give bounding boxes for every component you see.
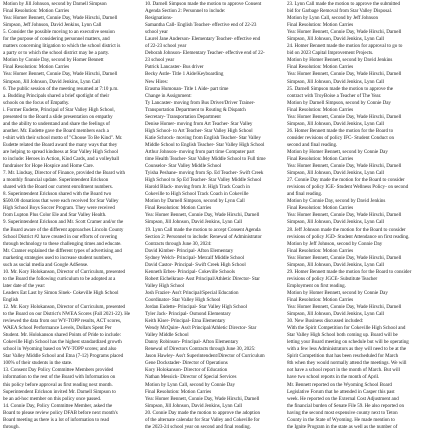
text-line: revisions of policy JGCE- Substitute Teacher (287, 275, 378, 282)
text-line: Nathan Messick- Director of Special Services (145, 374, 237, 381)
text-line: Secretary- Transportation Department (145, 113, 221, 120)
text-line: revisions of policy IGE- Student Wellness Policy- on second (287, 184, 409, 191)
text-line: the Ignite Program in the state as well as the number of (287, 423, 398, 430)
text-line: 10. Mr. Kory Holokanson, Director of Curriculum, presented (3, 268, 126, 275)
text-line: Simpson, Jill Johnson, David Jenkins, Lynn Call (3, 78, 101, 85)
text-line: a party or to which the school district may be a party. (3, 50, 110, 57)
text-line: Denise Homer- moving from Art Teacher- Star Valley (145, 120, 253, 127)
text-line: revisions of policy JGD- Student Attendance on first reading. (287, 233, 410, 240)
text-line: Cokeville High School has the highest standardized growth (3, 339, 122, 346)
text-line: $500.00 donations that were each received for Star Valley (3, 198, 119, 205)
text-line: Gene Dockstader- Director of Operations (145, 360, 228, 367)
text-line: Mr. Bennett reported on the Wyoming School Board (287, 381, 392, 388)
text-line: not have a school report in the month of March. But will (287, 367, 400, 374)
text-line: Yea: Homer Bennett, Connie Day, Wade Hirschi, Darnell (287, 113, 402, 120)
text-line: Simpson, Jeff Johnson, David Jenkins, Lynn Call (3, 22, 102, 29)
text-column-3 (287, 1, 425, 430)
text-line: Yea: Homer Bennett, Connie Day, Wade Hirschi, Darnell (287, 304, 402, 311)
text-line: Kory Holokanson- Director of Education (145, 367, 228, 374)
text-line: Deborah Johnson- Elementary Teacher- effective end of 22- (145, 50, 265, 57)
text-line: the financial burden of Senate File 59. He also reported on (287, 402, 404, 409)
text-line: Student. Mr. Holokanson shared Points of Pride to include: (3, 332, 121, 339)
text-line: through. (3, 423, 20, 430)
text-line: Simpson, Jill Johnson, David Jenkins, Lynn Call (287, 261, 385, 268)
text-line: Jordan Eudette- Principal- Star Valley High School (145, 304, 248, 311)
text-line: through technology to these challenging times and educate. (3, 240, 122, 247)
text-line: matters concerning litigation to which the school district is (3, 43, 121, 50)
text-line: time Health Teacher- Star Valley Middle School to Full time (145, 156, 266, 163)
text-line: Tyler Jack- Principal- Osmond Elementary (145, 311, 231, 318)
text-line: for the purpose of considering personnel matters, and (3, 36, 110, 43)
text-line: Becky Astle- Title 1 Aide/Keyboarding (145, 71, 224, 78)
text-line: High School Boys Soccer Program. They were received (3, 205, 115, 212)
text-line: Simpson, Jill Johnson, David Jenkins, Lynn Call (145, 402, 243, 409)
text-line: 13. Consent Day Policy Committee Members provided (3, 367, 114, 374)
text-line: school year (145, 29, 168, 36)
text-line: Motion by Darnell Simpson, second by Connie Day (287, 99, 391, 106)
text-line: Employment on first reading. (287, 282, 346, 289)
text-line: 14. Connie Day, Policy Committee Member, asked the (3, 402, 113, 409)
text-line: Motion by Homer Bennett, second by Connie Day (287, 148, 388, 155)
text-line: 28. Jeff Johnson made the motion for the Board to consider (287, 226, 406, 233)
text-line: Final Resolution: Motion Carries (287, 22, 354, 29)
text-line: school in Wyoming based on WY-TOPP scores; and also (3, 346, 117, 353)
text-line: Kenneth Erbes- Principal- Cokeville Schools (145, 268, 235, 275)
text-line: Contracts through June 30, 2024: (145, 240, 212, 247)
text-line: Valley High School (145, 282, 185, 289)
text-line: 7. Mr. Lindsay, Director of Finance, provided the Board with (3, 170, 125, 177)
text-line: Yea: Homer Bennett, Connie Day, Wade Hirschi, Darnell (3, 15, 118, 22)
text-line: Laurel Jane Anderson- Elementary Teacher- effective end (145, 36, 261, 43)
text-line: with a few less Administrators as they will need to be at the (287, 346, 407, 353)
text-line: 25. Darnell Simpson made the motion to approve the (287, 85, 393, 92)
text-line: be an ad-hoc member on this policy once passed. (3, 395, 102, 402)
text-line: Arthur Johnson- moving from part time Computer part (145, 148, 255, 155)
text-line: Counselor- Star Valley Middle School (145, 163, 222, 170)
text-line: Simpson, Jill Johnson, David Jenkins, Lynn Call (287, 36, 385, 43)
text-line: Agenda Section 2: Personnel to include: (145, 8, 226, 15)
text-line: 6. The public session of the meeting resumed at 7:10 p.m. (3, 85, 119, 92)
text-line: Valley Middle School (145, 332, 189, 339)
text-line: Ty Lancaster- moving from Bus Driver/Driver Trainer- (145, 99, 255, 106)
text-line: of 22-23 school year (145, 43, 187, 50)
text-line: Motion by Jill Johnson, second by Darnell Simpson (3, 1, 107, 7)
text-line: Motion by Lynn Call, second by Jeff Johnson (287, 15, 379, 22)
text-line: Motion by Connie Day, second by Homer Bennett (3, 57, 104, 64)
text-line: 10. Darnell Simpson made the motion to approve Consent (145, 1, 262, 7)
text-line: Yea: Homer Bennett, Connie Day, Wade Hirschi, Darnell (287, 29, 402, 36)
text-line: information to the rest of the Board with Information on (3, 374, 116, 381)
text-line: 8th when they would normally attend the meetings. We will (287, 360, 407, 367)
text-line: Jason Hawley- Ass't Superintendent/Director of Curriculum (145, 353, 265, 360)
text-line: such as social media and Google AdSense. (3, 261, 89, 268)
text-line: presented to the Board a slide presentation on empathy (3, 113, 113, 120)
text-line: Coordinator- Star Valley High School (145, 296, 221, 303)
text-line: 23. Lynn Call made the motion to approve the submitted (287, 1, 401, 7)
text-line: a. Budding Principals shared a brief spotlight of their (3, 92, 110, 99)
text-line: Wendy McQuire- Ass't Principal/Athletic Director- Star (145, 325, 257, 332)
text-column-1 (3, 1, 141, 430)
text-line: Eudette related the Board award the many ways that they (3, 141, 118, 148)
text-line: Middle School to English Teacher- Star Valley High School (145, 141, 265, 148)
text-line: this policy before approval as first reading next month. (3, 381, 113, 388)
text-line: later date of the year: (3, 282, 46, 289)
text-line: Keith Kiser- Principal- Etna Elementary (145, 318, 226, 325)
text-line: Yea: Homer Bennett, Connie Day, Wade Hirschi, Darnell (3, 71, 118, 78)
text-line: Motion by Lynn Call, second by Connie Day (145, 381, 236, 388)
text-line: English (3, 296, 19, 303)
text-line: Yea: Homer Bennett, Connie Day, Wade Hirschi, Darnell (287, 212, 402, 219)
text-line: Superintendent Erickson invited Mr. Darnell Simpson to (3, 388, 116, 395)
text-line: contract with TroyBoise a Teacher of The Year. (287, 92, 382, 99)
text-line: week. He reported on the External Cost Adjustment and (287, 395, 399, 402)
text-line: Motion by Homer Bennett, second by Connie Day (287, 289, 388, 296)
text-line: bid on 2023 Capital Improvement Projects. (287, 50, 374, 57)
text-line: Final Resolution: Motion Carries (287, 156, 354, 163)
text-line: Final Resolution: Motion Carries (3, 8, 70, 15)
text-line: marketing strategies used to increase student numbers, (3, 254, 112, 261)
text-line: County in the State of Wyoming. He made mention to (287, 416, 395, 423)
text-line: 12. Mr. Kory Holokanson, Director of Curriculum, presented (3, 304, 126, 311)
text-line: Motion by Darnell Simpson, second by Lynn Call (145, 198, 245, 205)
text-column-2 (145, 1, 283, 430)
text-line: Simpson, Jill Johnson, David Jenkins, Lynn Call (287, 78, 385, 85)
text-line: Final Resolution: Motion Carries (287, 247, 354, 254)
text-line: With the Spirit Competition for Cokeville High School and (287, 325, 406, 332)
text-line: the 2023-24 school year on second and final reading. (145, 423, 251, 430)
text-line: to the Board on our District's NWEA Scores (Fall 2021-22). He (3, 311, 131, 318)
text-line: to the Board the following curriculum to be adopted at a (3, 275, 116, 282)
text-line: t-shirt with their school motto of "Choose To Be Kind". Mr. (3, 134, 123, 141)
text-line: New Hires: (145, 78, 168, 85)
text-line: of the alternate calendar for Star Valley and Cokeville for (145, 416, 260, 423)
text-line: Final Resolution: Motion Carries (287, 205, 354, 212)
text-line: 30. New Business discussed included: (287, 318, 364, 325)
text-line: Star Valley Middle School and Etna (7-12) Programs placed (3, 353, 124, 360)
text-line: 9. Superintendent Erickson and Mr. Scott Cramer and/or the (3, 219, 124, 226)
text-line: Final Resolution: Motion Carries (287, 296, 354, 303)
text-line: shared with the Board our current enrollment numbers. (3, 184, 113, 191)
text-line: Yea: Homer Bennett, Connie Day, Wade Hirschi, Darnell (287, 71, 402, 78)
text-line: 8. Superintendent Erickson shared with the Board two (3, 191, 112, 198)
text-line: Simpson, Jill Johnson, David Jenkins, Lynn Call (287, 311, 385, 318)
text-line: Yea: Homer Bennett, Connie Day, Wade Hirschi, Darnell (287, 163, 402, 170)
text-line: Simpson, Jill Johnson, David Jenkins, Lynn Call (145, 219, 243, 226)
text-line: bid for Garbage Removal from Star Valley Disposal. (287, 8, 393, 15)
text-line: Board meeting as there is a lot of information to read (3, 416, 109, 423)
text-line: Change in Assignment: (145, 92, 192, 99)
text-line: Josh Frazier- Ass't Principal/Special Education (145, 289, 239, 296)
text-line: High School- to Art Teacher- Star Valley High School (145, 127, 253, 134)
text-line: David Kimber- Principal- Afton Elementary (145, 247, 234, 254)
text-line: i. Former Eudette, Principal of Star Valley High School, (3, 106, 115, 113)
text-line: 20. Connie Day made the motion to approve the adoption (145, 409, 260, 416)
text-line: the Board aware of the different approaches Lincoln County (3, 226, 124, 233)
text-line: 5. Consider the possible moving to an executive session (3, 29, 115, 36)
text-line: Simpson, Jill Johnson, David Jenkins, Lynn Call (287, 170, 385, 177)
text-line: Simpson, Jill Johnson, David Jenkins, Lynn Call (287, 120, 385, 127)
text-line: letting your Board meeting on schedule but will be operating (287, 339, 409, 346)
text-line: have two school reports in the month of April. (287, 374, 380, 381)
text-line: having the second most expensive county next to Teton (287, 409, 398, 416)
text-line: Legislative Forum that he attended in Casper this past (287, 388, 395, 395)
text-line: WAEA School Performance Levels, Dollars Spent Per (3, 325, 112, 332)
text-line: Transportation Department to Routing & Dispatch (145, 106, 246, 113)
text-line: Erasma Humonan- Title 1 Aide- part time (145, 85, 229, 92)
text-line: are helping to spread kindness at Star Valley High School (3, 148, 118, 155)
text-line: Final Resolution: Motion Carries (287, 64, 354, 71)
text-line: consider revisions of policy IFC- Student Conduct on (287, 134, 395, 141)
text-line: 23 school year (145, 57, 175, 64)
text-line: schools on the focus of Empathy. (3, 99, 70, 106)
text-line: reviewed the data from our WY-TOPP results, ACT scores, (3, 318, 122, 325)
text-line: Star Valley High School both coming up. Board will be (287, 332, 398, 339)
text-line: Danny Robinson- Principal- Afton Elementary (145, 339, 239, 346)
text-line: Yea: Homer Bennett, Connie Day, Wade Hirschi, Darnell (287, 254, 402, 261)
text-line: Motion by Jeff Johnson, second by Connie Day (287, 240, 383, 247)
text-line: Leaders Eat Last by Simon Sinek- Cokeville High School (3, 289, 119, 296)
text-line: David Castor- Principal- Swift Creek High School (145, 261, 246, 268)
text-line: Katie Schrock- moving from English Teacher- Star Valley (145, 134, 261, 141)
text-line: and final reading. (287, 191, 323, 198)
text-line: Yea: Homer Bennett, Connie Day, Wade Hirschi, Darnell (145, 395, 260, 402)
text-line: Sydney Welch- Principal- Metcalf Middle School (145, 254, 245, 261)
text-line: Board to please review policy DFAB before next month's (3, 409, 118, 416)
text-line: Robert Eichelkraut- Asst Principal/Athletic Director- Star (145, 275, 260, 282)
text-line: Cokeville to High School Track Coach in Cokeville (145, 191, 249, 198)
text-line: High School to Sp Ed Teacher- Star Valley Middle School (145, 177, 262, 184)
text-line: Motion by Connie Day, second by David Jenkins (287, 198, 386, 205)
text-line: 26. Homer Bennett made the motion for the Board to (287, 127, 394, 134)
text-line: fundraiser for Hope Hospice and Home Care. (3, 163, 94, 170)
text-line: Simpson, Jill Johnson, David Jenkins, Lynn Call (287, 219, 385, 226)
text-line: Resignations- (145, 15, 173, 22)
text-line: 100% of their students in the state. (3, 360, 73, 367)
text-line: another. Mr. Eudette gave the Board members each a (3, 127, 109, 134)
text-line: Mr. Cramer explained the different types of advertising and (3, 247, 122, 254)
text-line: from Lupton Plus Color Ele and Star Valley Health. (3, 212, 107, 219)
text-line: Patrick Lancaster- Bus driver (145, 64, 204, 71)
text-line: Samantha Call- English Teacher- effective end of 22-23 (145, 22, 257, 29)
text-line: Motion by Homer Bennett, second by David Jenkins (287, 57, 393, 64)
text-line: Yea: Homer Bennett, Connie Day, Wade Hirschi, Darnell (145, 212, 260, 219)
text-line: 19. Lynn Call made the motion to accept Consent Agenda (145, 226, 261, 233)
text-line: Spirit Competition that has been rescheduled for March (287, 353, 399, 360)
text-line: second and final reading. (287, 141, 338, 148)
text-line: and the ability to understand and share the feelings of (3, 120, 110, 127)
text-line: Tyisha Peshane- moving from Sp. Ed Teacher- Swift Creek (145, 170, 264, 177)
text-line: School District #2 have created in our efforts of covering (3, 233, 118, 240)
text-line: 27. Connie Day made the motion for the Board to consider (287, 177, 405, 184)
text-line: 29. Homer Bennett made the motion for the Board to consider (287, 268, 412, 275)
text-line: Final Resolution: Motion Carries (3, 64, 70, 71)
text-line: Final Resolution: Motion Carries (145, 205, 212, 212)
text-line: Final Resolution: Motion Carries (287, 106, 354, 113)
text-line: Renewal of Directors Contracts through June 30, 2025: (145, 346, 256, 353)
text-line: to include: Heroes in Action, Kind Cards, and a volleyball (3, 156, 120, 163)
text-line: Harold Black- moving from Jr. High Track Coach in (145, 184, 250, 191)
text-line: Section 2: Personnel to include: Renewal of Administrator (145, 233, 262, 240)
text-line: a monthly financial update. Superintendent Erickson (3, 177, 109, 184)
text-line: 24. Homer Bennett made the motion for approval to go to (287, 43, 403, 50)
text-line: Final Resolution: Motion Carries (145, 388, 212, 395)
